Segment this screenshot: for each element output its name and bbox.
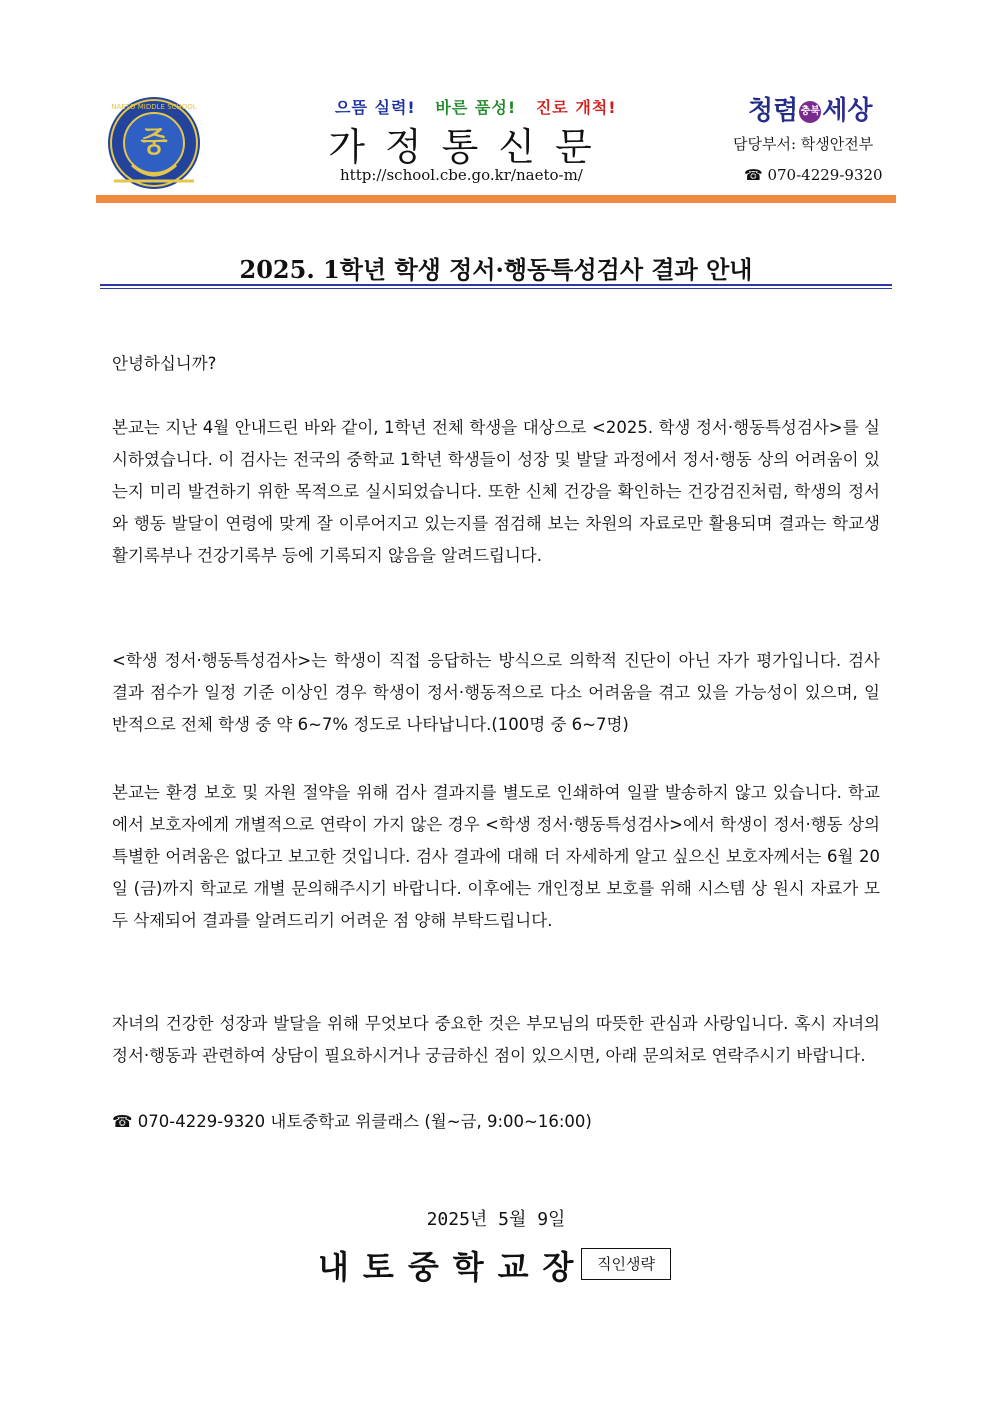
title-rule [100, 284, 892, 286]
masthead-title: 가정통신문 [328, 125, 612, 169]
slogan-1: 으뜸 실력! [335, 98, 416, 117]
brand-mid: 충북 [799, 101, 821, 123]
document-title: 2025. 1학년 학생 정서·행동특성검사 결과 안내 [239, 255, 753, 284]
brand-part1: 청렴 [748, 96, 799, 126]
department: 담당부서: 학생안전부 [733, 135, 874, 153]
brand-logo [748, 90, 872, 127]
paragraph-4: 자녀의 건강한 성장과 발달을 위해 무엇보다 중요한 것은 부모님의 따뜻한 관심과 사랑입니다. 혹시 자녀의 정서·행동과 관련하여 상담이 필요하시거나 궁금하신 점이 있으시면, 아래 문의처로 연락주시기 바랍니다. [112, 1014, 880, 1065]
school-url[interactable]: http://school.cbe.go.kr/naeto-m/ [340, 166, 583, 184]
header-phone [744, 166, 883, 184]
greeting: 안녕하십니까? [112, 354, 217, 373]
issue-date: 2025년 5월 9일 [426, 1209, 566, 1230]
phone-icon: ☎ [744, 166, 763, 184]
school-logo [106, 95, 202, 191]
logo-ring-text: NAETO MIDDLE SCHOOL [111, 103, 197, 111]
header-divider [96, 195, 896, 203]
paragraph-3: 본교는 환경 보호 및 자원 절약을 위해 검사 결과지를 별도로 인쇄하여 일괄 발송하지 않고 있습니다. 학교에서 보호자에게 개별적으로 연락이 가지 않은 경우 <학생 정서·행동특성검사>에서 학생이 정서·행동 상의 특별한 어려움은 없다고 보고한 것입니다. 검사 결과에 대해 더 자세하게 알고 싶으신 보호자께서는 6월 20일 (금)까지 학교로 개별 문의해주시기 바랍니다. 이후에는 개인정보 보호를 위해 시스템 상 원시 자료가 모두 삭제되어 결과를 알려드리기 어려운 점 양해 부탁드립니다. [112, 783, 880, 930]
slogan-3: 진로 개척! [535, 98, 617, 117]
principal-signature: 내토중학교장 [318, 1248, 588, 1286]
seal-omitted-box: 직인생략 [581, 1248, 671, 1280]
paragraph-1: 본교는 지난 4월 안내드린 바와 같이, 1학년 전체 학생을 대상으로 <2025. 학생 정서·행동특성검사>를 실시하였습니다. 이 검사는 전국의 중학교 1학년 학생들이 성장 및 발달 과정에서 정서·행동 상의 어려움이 있는지 미리 발견하기 위한 목적으로 실시되었습니다. 또한 신체 건강을 확인하는 건강검진처럼, 학생의 정서와 행동 발달이 연령에 맞게 잘 이루어지고 있는지를 점검해 보는 차원의 자료로만 활용되며 결과는 학교생활기록부나 건강기록부 등에 기록되지 않음을 알려드립니다. [112, 418, 880, 565]
brand-part2: 세상 [822, 96, 873, 126]
phone-number: 070-4229-9320 [767, 166, 883, 184]
school-slogan [335, 95, 617, 118]
title-rule-thin [100, 288, 892, 289]
paragraph-2: <학생 정서·행동특성검사>는 학생이 직접 응답하는 방식으로 의학적 진단이 아닌 자가 평가입니다. 검사 결과 점수가 일정 기준 이상인 경우 학생이 정서·행동적으로 다소 어려움을 겪고 있을 가능성이 있으며, 일반적으로 전체 학생 중 약 6~7% 정도로 나타납니다.(100명 중 6~7명) [112, 651, 880, 734]
svg-text:중: 중 [140, 125, 168, 158]
slogan-2: 바른 품성! [435, 98, 517, 117]
contact-line: ☎ 070-4229-9320 내토중학교 위클래스 (월~금, 9:00~16:00) [112, 1112, 592, 1131]
